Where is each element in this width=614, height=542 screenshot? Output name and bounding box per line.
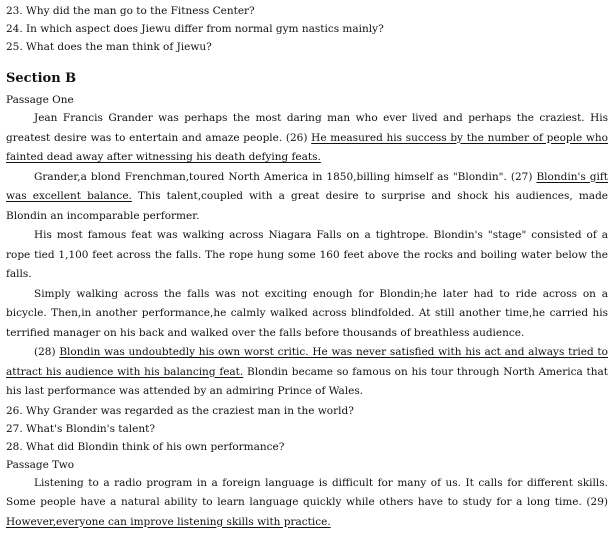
paragraph-text: Grander,a blond Frenchman,toured North America in 1850,billing himself as "Blondin". (27) [34,170,537,183]
passage-two-label: Passage Two [6,458,75,471]
question-23: 23. Why did the man go to the Fitness Center? [6,5,255,17]
question-27: 27. What's Blondin's talent? [6,422,155,435]
paragraph-text: Blondin became so famous on his tour through North America that his last performance was attended by an admiring Prince of Wales. [6,365,608,397]
paragraph-text: Jean Francis Grander was perhaps the most daring man who ever lived and perhaps the craziest. His greatest desire was to entertain and amaze people. (26) [6,112,608,144]
passage-one-paragraph-5 [6,343,608,402]
passage-two-paragraph-1 [6,474,608,533]
passage-one-paragraph-4: Simply walking across the falls was not exciting enough for Blondin;he later had to ride across on a bicycle. Then,in another performance,he calmly walked across blindfolded. At still another time,he carried his terrified manager on his back and walked over the falls before thousands of breathless audience. [6,287,608,339]
paragraph-text: Listening to a radio program in a foreign language is difficult for many of us. It calls for different skills. Some people have a natural ability to learn language quickly while others have to study for a long time. (29) [6,476,608,508]
passage-one-paragraph-1 [6,109,608,168]
passage-one-paragraph-2 [6,168,608,227]
question-25: 25. What does the man think of Jiewu? [6,41,212,53]
underlined-answer-26: He measured his success by the number of people who fainted dead away after witnessing his death defying feats. [6,131,608,163]
underlined-answer-29: However,everyone can improve listening skills with practice. [6,515,331,528]
passage-one-label: Passage One [6,94,74,106]
paragraph-text: (28) [34,346,60,358]
passage-one-paragraph-3: His most famous feat was walking across Niagara Falls on a tightrope. Blondin's "stage" consisted of a rope tied 1,100 feet across the falls. The rope hung some 160 feet above the rocks and boiling water below the falls. [6,229,608,280]
underlined-answer-27: Blondin's gift was excellent balance. [6,170,608,202]
question-26: 26. Why Grander was regarded as the craziest man in the world? [6,404,354,417]
question-24: 24. In which aspect does Jiewu differ from normal gym nastics mainly? [6,23,384,35]
section-b-heading: Section B [6,71,77,86]
question-28: 28. What did Blondin think of his own performance? [6,440,285,453]
underlined-answer-28: Blondin was undoubtedly his own worst critic. He was never satisfied with his act and always tried to attract his audience with his balancing feat. [6,346,608,378]
paragraph-text: This talent,coupled with a great desire to surprise and shock his audiences, made Blondin an incomparable performer. [6,190,609,222]
